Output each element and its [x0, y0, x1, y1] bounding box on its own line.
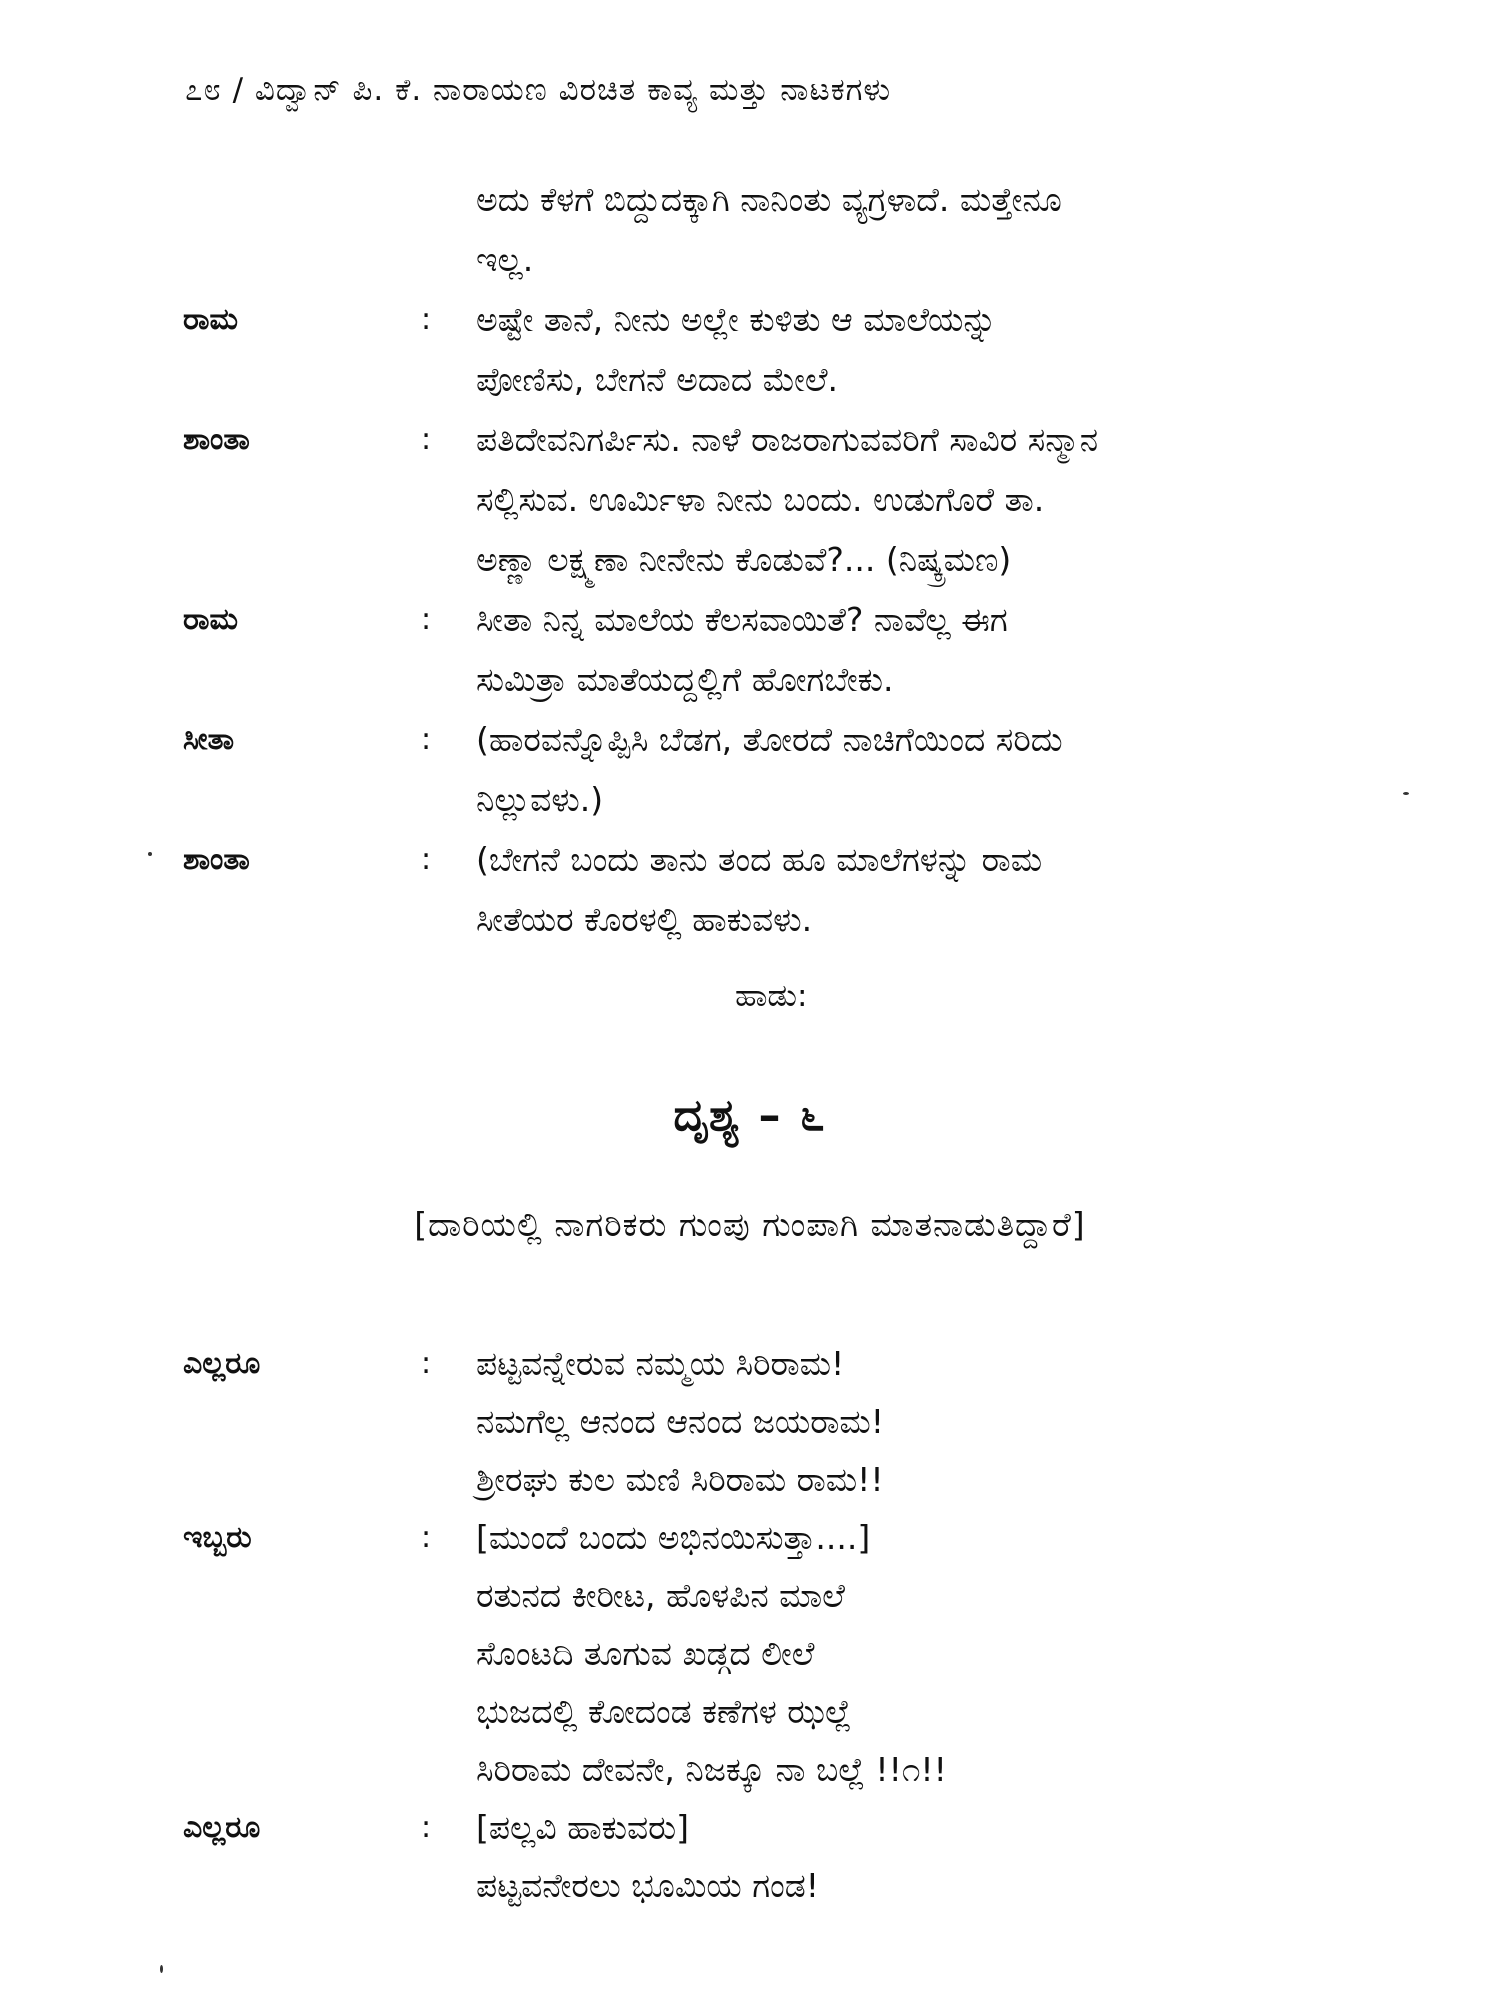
song-label: ಹಾಡು:: [735, 978, 808, 1014]
song-text: ಸೊಂಟದಿ ತೂಗುವ ಖಡ್ಗದ ಲೀಲೆ: [476, 1634, 815, 1673]
speech-text: ಸುಮಿತ್ರಾ ಮಾತೆಯದ್ದಲ್ಲಿಗೆ ಹೋಗಬೇಕು.: [476, 660, 894, 699]
song-line: [0, 1857, 1500, 1915]
colon: :: [421, 722, 432, 757]
speech-text: ಪೋಣಿಸು, ಬೇಗನೆ ಅದಾದ ಮೇಲೆ.: [476, 360, 839, 399]
song-text: ಭುಜದಲ್ಲಿ ಕೋದಂಡ ಕಣೆಗಳ ಝಲ್ಲೆ: [476, 1692, 852, 1731]
dialogue-line: [0, 770, 1500, 830]
song-line: [0, 1683, 1500, 1741]
speaker-name: ಸೀತಾ: [183, 722, 235, 757]
speech-text: ಪತಿದೇವನಿಗರ್ಪಿಸು. ನಾಳೆ ರಾಜರಾಗುವವರಿಗೆ ಸಾವಿರ ಸನ್ಮಾನ: [476, 420, 1099, 459]
song-line: [0, 1625, 1500, 1683]
header-separator: /: [232, 72, 245, 108]
colon: :: [421, 1810, 432, 1845]
song-line: [0, 1509, 1500, 1567]
speaker-name: ಎಲ್ಲರೂ: [183, 1810, 261, 1845]
speech-text: ಸೀತೆಯರ ಕೊರಳಲ್ಲಿ ಹಾಕುವಳು.: [476, 900, 813, 939]
speech-text: ಅಷ್ಟೇ ತಾನೆ, ನೀನು ಅಲ್ಲೇ ಕುಳಿತು ಆ ಮಾಲೆಯನ್ನು: [476, 300, 997, 339]
dialogue-line: [0, 830, 1500, 890]
colon: :: [421, 602, 432, 637]
song-line: [0, 1799, 1500, 1857]
dialogue-line: [0, 170, 1500, 230]
speaker-name: ಶಾಂತಾ: [183, 842, 250, 877]
scan-speck: [1403, 792, 1409, 795]
song-text: ಪಟ್ಟವನೇರಲು ಭೂಮಿಯ ಗಂಡ!: [476, 1866, 819, 1905]
page-header: [185, 72, 891, 109]
song-line: [0, 1393, 1500, 1451]
colon: :: [421, 422, 432, 457]
song-text: ನಮಗೆಲ್ಲ ಆನಂದ ಆನಂದ ಜಯರಾಮ!: [476, 1402, 884, 1441]
speech-text: ಅಣ್ಣಾ ಲಕ್ಷ್ಮಣಾ ನೀನೇನು ಕೊಡುವೆ?... (ನಿಷ್ಕ್ರಮಣ): [476, 540, 1012, 579]
dialogue-line: [0, 650, 1500, 710]
song-text: ಸಿರಿರಾಮ ದೇವನೇ, ನಿಜಕ್ಕೂ ನಾ ಬಲ್ಲೆ !!೧!!: [476, 1750, 947, 1789]
song-line: [0, 1741, 1500, 1799]
book-title: ವಿದ್ವಾನ್ ಪಿ. ಕೆ. ನಾರಾಯಣ ವಿರಚಿತ ಕಾವ್ಯ ಮತ್ತು ನಾಟಕಗಳು: [254, 72, 892, 108]
song-line: [0, 1451, 1500, 1509]
speaker-name: ರಾಮ: [183, 302, 238, 337]
speech-text: (ಬೇಗನೆ ಬಂದು ತಾನು ತಂದ ಹೂ ಮಾಲೆಗಳನ್ನು ರಾಮ: [476, 840, 1043, 879]
song-text: ಶ್ರೀರಘು ಕುಲ ಮಣಿ ಸಿರಿರಾಮ ರಾಮ!!: [476, 1460, 884, 1499]
colon: :: [421, 302, 432, 337]
dialogue-line: [0, 890, 1500, 950]
scan-speck: [160, 1965, 163, 1973]
song-line: [0, 1335, 1500, 1393]
speech-text: ನಿಲ್ಲುವಳು.): [476, 780, 604, 819]
dialogue-line: [0, 290, 1500, 350]
speaker-name: ರಾಮ: [183, 602, 238, 637]
speaker-name: ಇಬ್ಬರು: [183, 1520, 252, 1555]
colon: :: [421, 1520, 432, 1555]
dialogue-line: [0, 350, 1500, 410]
colon: :: [421, 842, 432, 877]
scene-title: ದೃಶ್ಯ – ೬: [673, 1090, 827, 1141]
dialogue-line: [0, 230, 1500, 290]
colon: :: [421, 1346, 432, 1381]
dialogue-line: [0, 410, 1500, 470]
scan-speck: [148, 852, 152, 856]
speech-text: ಇಲ್ಲ.: [476, 240, 534, 279]
page-number: ೭೮: [185, 72, 222, 108]
dialogue-line: [0, 590, 1500, 650]
speech-text: ಸೀತಾ ನಿನ್ನ ಮಾಲೆಯ ಕೆಲಸವಾಯಿತೆ? ನಾವೆಲ್ಲ ಈಗ: [476, 600, 1008, 639]
speaker-name: ಎಲ್ಲರೂ: [183, 1346, 261, 1381]
song-text: ಪಟ್ಟವನ್ನೇರುವ ನಮ್ಮಯ ಸಿರಿರಾಮ!: [476, 1344, 845, 1383]
stage-direction: [ದಾರಿಯಲ್ಲಿ ನಾಗರಿಕರು ಗುಂಪು ಗುಂಪಾಗಿ ಮಾತನಾಡುತಿದ್ದಾರೆ]: [414, 1205, 1086, 1244]
dialogue-line: [0, 710, 1500, 770]
speech-text: ಸಲ್ಲಿಸುವ. ಊರ್ಮಿಳಾ ನೀನು ಬಂದು. ಉಡುಗೊರೆ ತಾ.: [476, 480, 1045, 519]
dialogue-block: [0, 170, 1500, 950]
song-line: [0, 1567, 1500, 1625]
speaker-name: ಶಾಂತಾ: [183, 422, 250, 457]
song-block: [0, 1335, 1500, 1915]
speech-text: (ಹಾರವನ್ನೊಪ್ಪಿಸಿ ಬೆಡಗ, ತೋರದೆ ನಾಚಿಗೆಯಿಂದ ಸರಿದು: [476, 720, 1063, 759]
dialogue-line: [0, 530, 1500, 590]
speech-text: ಅದು ಕೆಳಗೆ ಬಿದ್ದುದಕ್ಕಾಗಿ ನಾನಿಂತು ವ್ಯಗ್ರಳಾದೆ. ಮತ್ತೇನೂ: [476, 180, 1062, 219]
song-text: [ಪಲ್ಲವಿ ಹಾಕುವರು]: [476, 1808, 689, 1847]
dialogue-line: [0, 470, 1500, 530]
song-text: ರತುನದ ಕೀರೀಟ, ಹೊಳಪಿನ ಮಾಲೆ: [476, 1576, 845, 1615]
song-text: [ಮುಂದೆ ಬಂದು ಅಭಿನಯಿಸುತ್ತಾ....]: [476, 1518, 871, 1557]
